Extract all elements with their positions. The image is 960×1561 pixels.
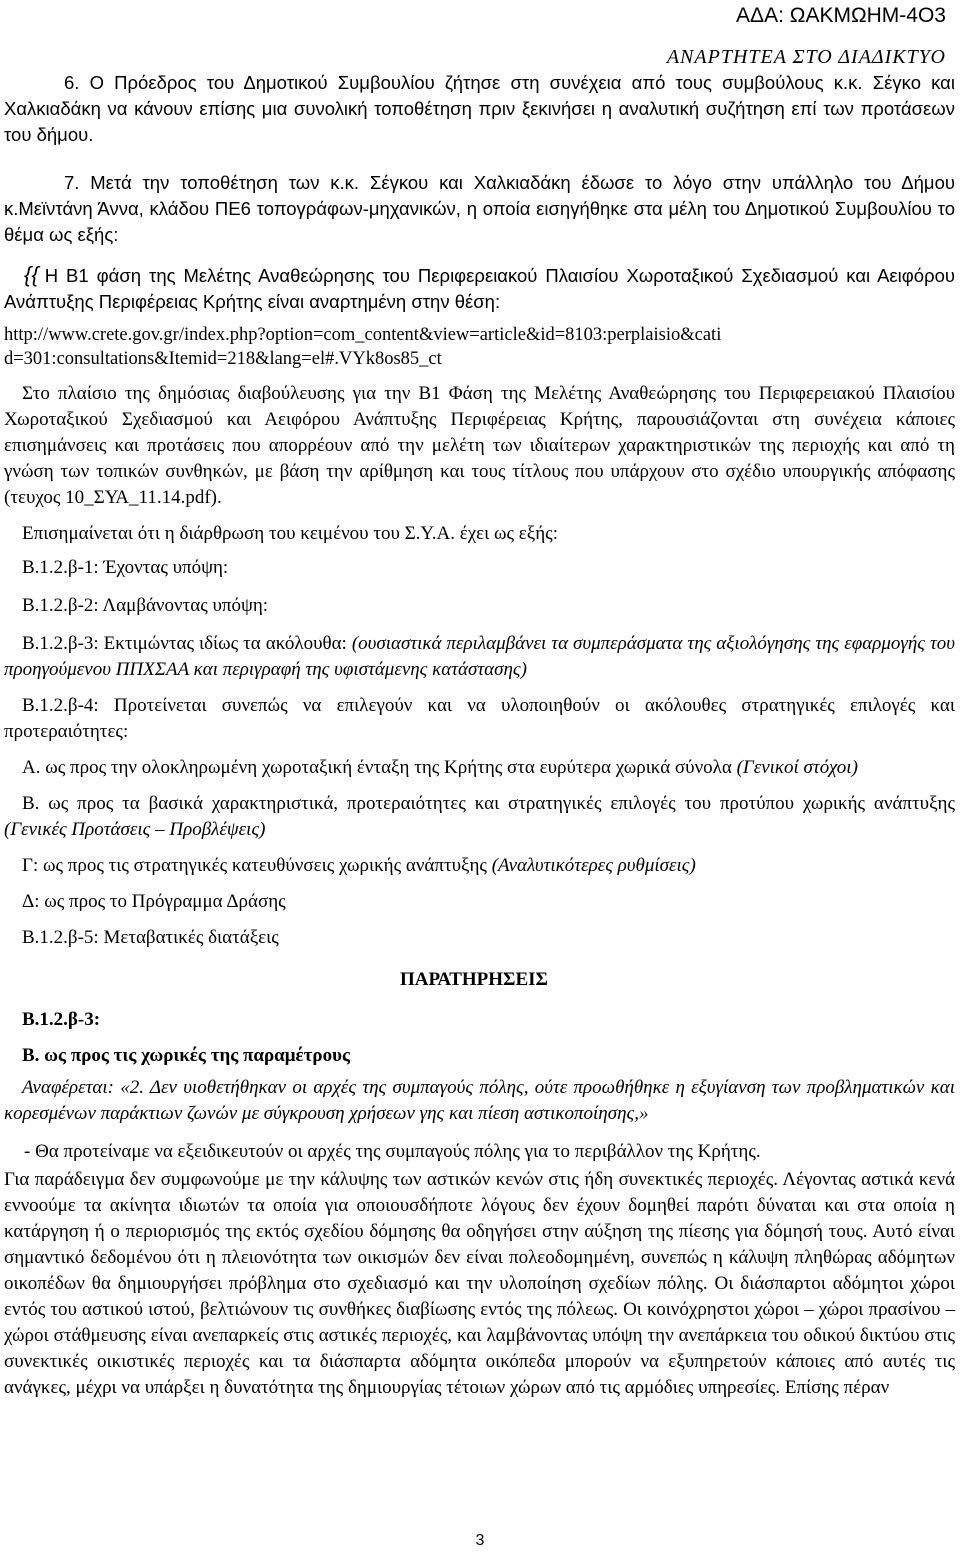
item-b5: Β.1.2.β-5: Μεταβατικές διατάξεις <box>22 927 279 948</box>
publish-notice: ΑΝΑΡΤΗΤΕΑ ΣΤΟ ΔΙΑΔΙΚΤΥΟ <box>666 46 946 68</box>
option-a <box>4 755 955 781</box>
item-b4: Β.1.2.β-4: Προτείνεται συνεπώς να επιλεγούν και να υλοποιηθούν οι ακόλουθες στρατηγικές επιλογές και προτεραιότητες: <box>4 695 955 742</box>
option-c-lead: Γ: ως προς τις στρατηγικές κατευθύνσεις χωρικής ανάπτυξης <box>22 855 492 876</box>
option-b-italic: (Γενικές Προτάσεις – Προβλέψεις) <box>4 819 266 840</box>
item-b3-italic: (ουσιαστικά περιλαμβάνει τα συμπεράσματα της αξιολόγησης της εφαρμογής του προηγούμενου ΠΠΧΣΑΑ και περιγραφή της υφιστάμενης κατάστασης) <box>4 633 955 680</box>
item-b3-lead: Β.1.2.β-3: Εκτιμώντας ιδίως τα ακόλουθα: <box>22 633 352 654</box>
item-b3 <box>4 631 955 683</box>
item-6-paragraph: 6. Ο Πρόεδρος του Δημοτικού Συμβουλίου ζήτησε στη συνέχεια από τους συμβούλους κ.κ. Σέγκο και Χαλκιαδάκη να κάνουν επίσης μια συνολική τοποθέτηση πριν ξεκινήσει η αναλυτική συζήτηση επί των προτάσεων του δήμου. <box>4 72 955 145</box>
option-a-lead: Α. ως προς την ολοκληρωμένη χωροταξική ένταξη της Κρήτης στα ευρύτερα χωρικά σύνολα <box>22 757 737 778</box>
option-a-italic: (Γενικοί στόχοι) <box>736 757 858 778</box>
quote-braces: {{ <box>24 262 39 287</box>
remarks-title: ΠΑΡΑΤΗΡΗΣΕΙΣ <box>400 969 548 990</box>
b-heading: Β. ως προς τις χωρικές της παραμέτρους <box>22 1045 350 1066</box>
document-body <box>4 70 955 1401</box>
item-b2: Β.1.2.β-2: Λαμβάνοντας υπόψη: <box>22 595 269 616</box>
proposal-line: - Θα προτείναμε να εξειδικευτούν οι αρχές της συμπαγούς πόλης για το περιβάλλον της Κρήτης. <box>24 1141 761 1162</box>
item-b1: Β.1.2.β-1: Έχοντας υπόψη: <box>22 557 229 578</box>
reference-quote: Αναφέρεται: «2. Δεν υιοθετήθηκαν οι αρχές της συμπαγούς πόλης, ούτε προωθήθηκε η εξυγίανση των προβληματικών και κορεσμένων παράκτιων ζωνών με σύγκρουση χρήσεων γης και πίεση αστικοποίησης,» <box>4 1077 955 1124</box>
url-line-2: d=301:consultations&Itemid=218&lang=el#.VYk8os85_ct <box>4 349 442 369</box>
option-b <box>4 791 955 843</box>
quote-paragraph <box>4 262 955 315</box>
option-b-lead: Β. ως προς τα βασικά χαρακτηριστικά, προτεραιότητες και στρατηγικές επιλογές του προτύπου χωρικής ανάπτυξης <box>22 793 955 814</box>
quote-text: Η Β1 φάση της Μελέτης Αναθεώρησης του Περιφερειακού Πλαισίου Χωροταξικού Σχεδιασμού και Αειφόρου Ανάπτυξης Περιφέρειας Κρήτης είναι αναρτημένη στην θέση: <box>4 265 955 312</box>
option-c <box>4 853 955 879</box>
b3-heading: Β.1.2.β-3: <box>22 1009 101 1030</box>
url-line-1: http://www.crete.gov.gr/index.php?option=com_content&view=article&id=8103:perplaisio&cati <box>4 325 722 345</box>
option-c-italic: (Αναλυτικότερες ρυθμίσεις) <box>491 855 696 876</box>
item-7-paragraph: 7. Μετά την τοποθέτηση των κ.κ. Σέγκου και Χαλκιαδάκη έδωσε το λόγο στην υπάλληλο του Δήμου κ.Μεϊντάνη Άννα, κλάδου ΠΕ6 τοπογράφων-μηχανικών, η οποία εισηγήθηκε στα μέλη του Δημοτικού Συμβουλίου το θέμα ως εξής: <box>4 172 955 245</box>
page-number: 3 <box>475 1532 485 1549</box>
final-paragraph: Για παράδειγμα δεν συμφωνούμε με την κάλυψης των αστικών κενών στις ήδη συνεκτικές περιοχές. Λέγοντας αστικά κενά εννοούμε τα ακίνητα ιδιωτών τα οποία για οποιουσδήποτε λόγους δεν έχουν δομηθεί παρότι δύναται και στα οποία η κατάργηση ή ο περιορισμός της εκτός σχεδίου δόμησης θα οδηγήσει στην αύξηση της πίεσης για δόμησή τους. Αυτό είναι σημαντικό δεδομένου ότι η πλειονότητα των οικισμών δεν είναι πολεοδομημένη, συνεπώς η κάλυψη πληθώρας αδόμητων οικοπέδων θα δημιουργήσει πρόβλημα στο σχεδιασμό και την υλοποίηση σχεδίων πόλης. Οι διάσπαρτοι αδόμητοι χώροι εντός του αστικού ιστού, βελτιώνουν τις συνθήκες διαβίωσης εντός της πόλεως. Οι κοινόχρηστοι χώροι – χώροι πρασίνου – χώροι στάθμευσης είναι ανεπαρκείς στις αστικές περιοχές, και λαμβάνοντας υπόψη την ανεπάρκεια του οδικού δικτύου στις συνεκτικές οικιστικές περιοχές και τα διάσπαρτα αδόμητα οικόπεδα μπορούν να εξυπηρετούν κάποιες από αυτές τις ανάγκες, μέχρι να υπάρξει η δυνατότητα της δημιουργίας τέτοιων χώρων από τις αρμόδιες υπηρεσίες. Επίσης πέραν <box>4 1169 955 1398</box>
option-d: Δ: ως προς το Πρόγραμμα Δράσης <box>22 891 286 912</box>
consultation-paragraph: Στο πλαίσιο της δημόσιας διαβούλευσης για την Β1 Φάση της Μελέτης Αναθεώρησης του Περιφερειακού Πλαισίου Χωροταξικού Σχεδιασμού και Αειφόρου Ανάπτυξης Περιφέρειας Κρήτης, παρουσιάζονται στη συνέχεια κάποιες επισημάνσεις και προτάσεις που απορρέουν από την μελέτη των ιδιαίτερων χαρακτηριστικών της περιοχής και από τη γνώση των τοπικών συνθηκών, με βάση την αρίθμηση και τους τίτλους που υπάρχουν στο σχέδιο υπουργικής απόφασης (τευχος 10_ΣΥΑ_11.14.pdf). <box>4 383 955 508</box>
structure-intro: Επισημαίνεται ότι η διάρθρωση του κειμένου του Σ.Υ.Α. έχει ως εξής: <box>22 523 558 544</box>
ada-code: ΑΔΑ: ΩΑΚΜΩΗΜ-4Ο3 <box>736 4 946 27</box>
